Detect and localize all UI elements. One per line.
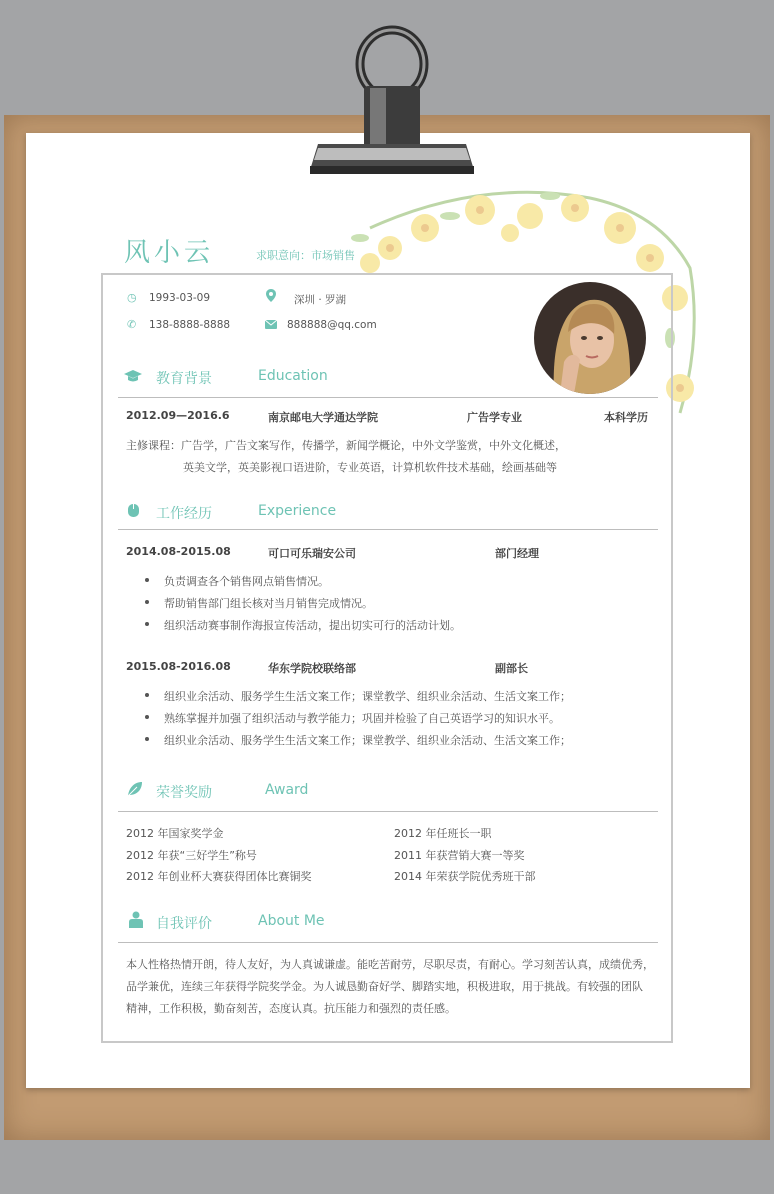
avatar: [534, 282, 646, 394]
section-divider: [118, 811, 658, 812]
job-period: 2014.08-2015.08: [126, 545, 231, 558]
candidate-name: 风小云: [124, 238, 215, 268]
education-courses-line2: 英美文学，英美影视口语进阶，专业英语，计算机软件技术基础，绘画基础等: [183, 461, 557, 474]
education-degree: 本科学历: [604, 411, 648, 424]
clock-icon: ◷: [127, 291, 137, 304]
experience-title-en: Experience: [258, 503, 337, 519]
award-item: 2012 年任班长一职: [394, 827, 492, 840]
job-intent: 求职意向：市场销售: [256, 249, 355, 262]
education-courses-line1: 主修课程：广告学，广告文案写作，传播学，新闻学概论，中外文学鉴赏，中外文化概述，: [126, 439, 566, 452]
job-period: 2015.08-2016.08: [126, 660, 231, 673]
job-company: 可口可乐瑞安公司: [268, 547, 356, 560]
about-title: 自我评价: [156, 916, 212, 932]
education-title: 教育背景: [156, 371, 212, 387]
award-item: 2014 年荣获学院优秀班干部: [394, 870, 536, 883]
job-company: 华东学院校联络部: [268, 662, 356, 675]
bullet: [145, 693, 149, 697]
award-item: 2012 年创业杯大赛获得团体比赛铜奖: [126, 870, 312, 883]
bullet: [145, 600, 149, 604]
education-title-en: Education: [258, 368, 328, 384]
job-duty: 帮助销售部门组长核对当月销售完成情况。: [164, 597, 373, 610]
section-divider: [118, 942, 658, 943]
graduation-cap-icon: [124, 370, 142, 382]
bullet: [145, 578, 149, 582]
award-item: 2012 年获“三好学生”称号: [126, 849, 257, 862]
birthday: 1993-03-09: [149, 292, 211, 304]
about-text-line: 本人性格热情开朗，待人友好，为人真诚谦虚。能吃苦耐劳，尽职尽责，有耐心。学习刻苦认真，成绩优秀，: [126, 958, 654, 971]
award-title: 荣誉奖励: [156, 785, 212, 801]
location-pin-icon: [266, 289, 276, 302]
about-text-line: 精神，工作积极，勤奋刻苦，态度认真。抗压能力和强烈的责任感。: [126, 1002, 456, 1015]
education-period: 2012.09—2016.6: [126, 409, 230, 422]
about-title-en: About Me: [258, 913, 325, 929]
education-major: 广告学专业: [467, 411, 522, 424]
mail-icon: [265, 320, 277, 329]
phone: 138-8888-8888: [149, 319, 231, 331]
job-duty: 熟练掌握并加强了组织活动与教学能力；巩固并检验了自己英语学习的知识水平。: [164, 712, 560, 725]
person-icon: [129, 911, 143, 928]
binder-clip-icon: [306, 24, 476, 180]
award-item: 2012 年国家奖学金: [126, 827, 224, 840]
email: 888888@qq.com: [287, 319, 377, 331]
job-duty: 组织活动赛事制作海报宣传活动，提出切实可行的活动计划。: [164, 619, 461, 632]
phone-icon: ✆: [127, 318, 137, 331]
education-school: 南京邮电大学通达学院: [268, 411, 378, 424]
job-duty: 组织业余活动、服务学生生活文案工作；课堂教学、组织业余活动、生活文案工作；: [164, 690, 571, 703]
bullet: [145, 622, 149, 626]
mouse-icon: [127, 502, 141, 518]
location: 深圳 · 罗湖: [294, 294, 347, 306]
job-role: 副部长: [495, 662, 528, 675]
job-duty: 组织业余活动、服务学生生活文案工作；课堂教学、组织业余活动、生活文案工作；: [164, 734, 571, 747]
bullet: [145, 715, 149, 719]
job-duty: 负责调查各个销售网点销售情况。: [164, 575, 329, 588]
award-title-en: Award: [265, 782, 309, 798]
award-item: 2011 年获营销大赛一等奖: [394, 849, 525, 862]
bullet: [145, 737, 149, 741]
section-divider: [118, 397, 658, 398]
section-divider: [118, 529, 658, 530]
about-text-line: 品学兼优，连续三年获得学院奖学金。为人诚恳勤奋好学、脚踏实地，积极进取，用于挑战。有较强的团队: [126, 980, 643, 993]
job-role: 部门经理: [495, 547, 539, 560]
leaf-icon: [127, 781, 143, 797]
experience-title: 工作经历: [156, 506, 212, 522]
